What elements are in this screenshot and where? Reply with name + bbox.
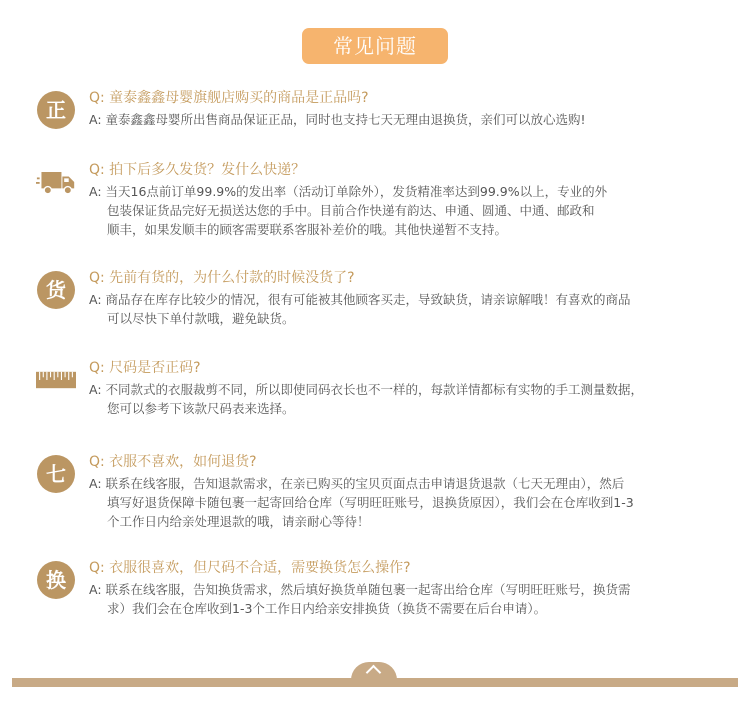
faq-question: Q: 童泰鑫鑫母婴旗舰店购买的商品是正品吗? <box>89 90 369 106</box>
faq-answer: A: 当天16点前订单99.9%的发出率（活动订单除外），发货精准率达到99.9%以上，专业的外 包装保证货品完好无损送达您的手中。目前合作快递有韵达、申通、圆通、中通、邮政和 顺丰，如果发顺丰的顾客需要联系客服补差价的哦。其他快递暂不支持。 <box>89 184 608 237</box>
truck-icon <box>36 162 76 202</box>
qi-icon: 七 <box>36 454 76 494</box>
footer-divider <box>12 678 738 687</box>
faq-question: Q: 衣服不喜欢，如何退货? <box>89 454 257 470</box>
faq-question: Q: 衣服很喜欢，但尺码不合适，需要换货怎么操作? <box>89 560 411 576</box>
huo-icon: 货 <box>36 270 76 310</box>
faq-question: Q: 尺码是否正码? <box>89 360 201 376</box>
ruler-icon <box>36 360 76 400</box>
faq-answer: A: 联系在线客服，告知退款需求，在亲已购买的宝贝页面点击申请退货退款（七天无理由），然后 填写好退货保障卡随包裹一起寄回给仓库（写明旺旺账号，退换货原因），我们会在仓库收到1-3 个工作日内给亲处理退款的哦，请亲耐心等待！ <box>89 476 634 529</box>
faq-answer: A: 不同款式的衣服裁剪不同，所以即使同码衣长也不一样的，每款详情都标有实物的手工测量数据， 您可以参考下该款尺码表来选择。 <box>89 382 644 416</box>
zheng-icon: 正 <box>36 90 76 130</box>
faq-question: Q: 拍下后多久发货？发什么快递？ <box>89 162 306 178</box>
page-title: 常见问题 <box>302 28 448 64</box>
faq-answer: A: 商品存在库存比较少的情况，很有可能被其他顾客买走，导致缺货，请亲谅解哦！有喜欢的商品 可以尽快下单付款哦，避免缺货。 <box>89 292 631 326</box>
faq-question: Q: 先前有货的，为什么付款的时候没货了? <box>89 270 355 286</box>
faq-answer: A: 童泰鑫鑫母婴所出售商品保证正品，同时也支持七天无理由退换货，亲们可以放心选购! <box>89 112 586 127</box>
faq-answer: A: 联系在线客服，告知换货需求，然后填好换货单随包裹一起寄出给仓库（写明旺旺账号，换货需 求）我们会在仓库收到1-3个工作日内给亲安排换货（换货不需要在后台申请）。 <box>89 582 631 616</box>
huan-icon: 换 <box>36 560 76 600</box>
